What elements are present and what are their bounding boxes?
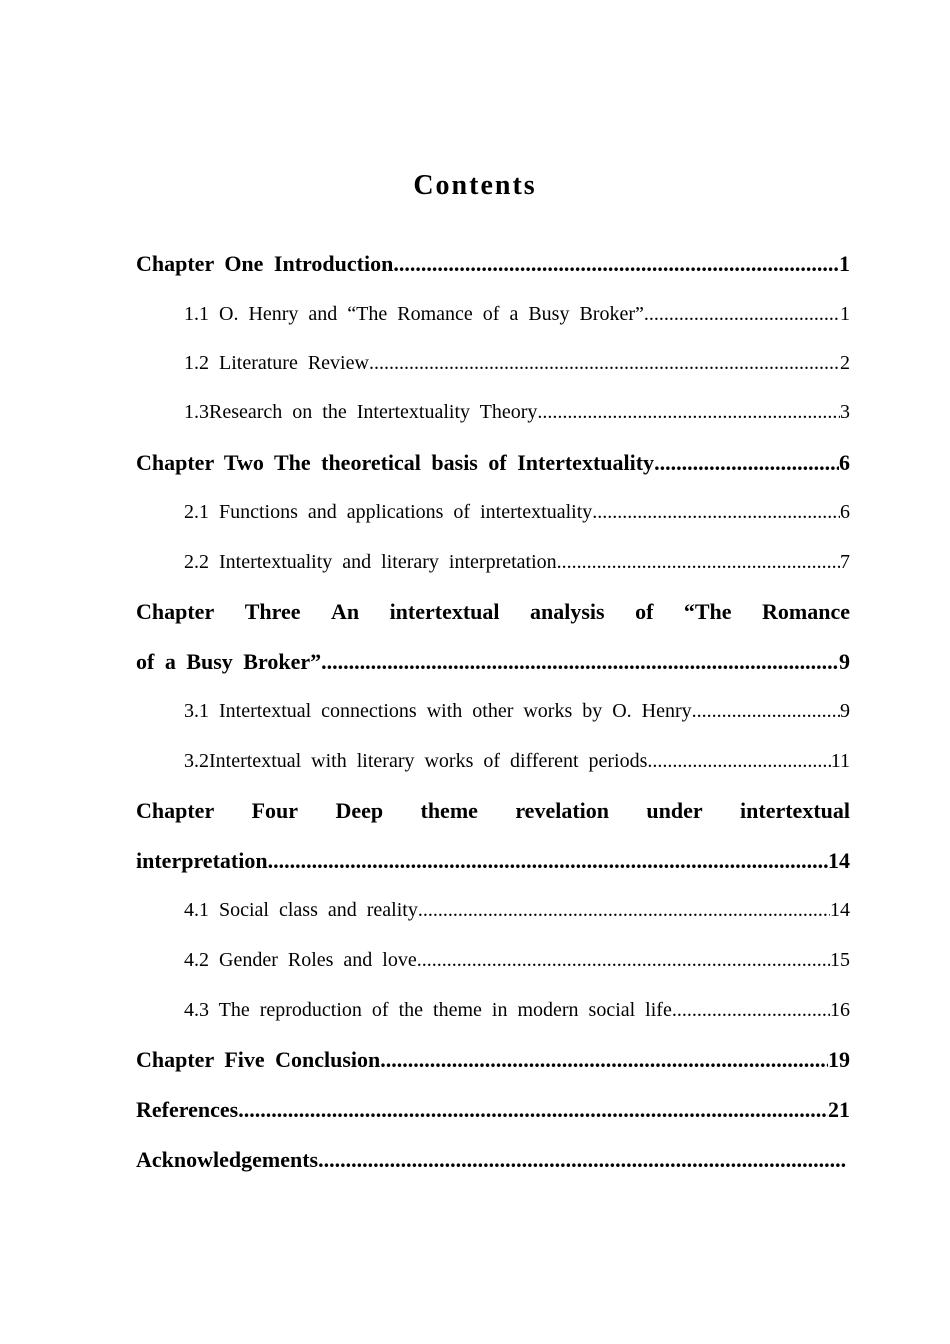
toc-page-number: 19	[828, 1047, 850, 1072]
toc-entry-text: 2.2 Intertextuality and literary interpretation	[184, 551, 557, 573]
toc-leader	[647, 746, 830, 776]
toc-entry-text: 1.3Research on the Intertextuality Theory	[184, 401, 538, 423]
toc-word: revelation	[515, 798, 609, 823]
toc-page-number: 16	[830, 999, 850, 1021]
toc-entry-4-2[interactable]	[184, 945, 850, 975]
toc-word: intertextual	[740, 798, 850, 823]
toc-entry-1-1[interactable]	[184, 299, 850, 329]
toc-entry-text: of a Busy Broker”	[136, 649, 322, 674]
toc-entry-chapter-five[interactable]	[136, 1045, 850, 1075]
toc-entry-references[interactable]	[136, 1095, 850, 1125]
toc-entry-text: 1.2 Literature Review	[184, 352, 369, 374]
toc-entry-2-1[interactable]	[184, 497, 850, 527]
toc-word: under	[646, 798, 703, 823]
toc-leader	[644, 299, 840, 329]
toc-entry-1-3[interactable]	[184, 397, 850, 427]
toc-page-number: 2	[840, 352, 850, 374]
toc-entry-4-1[interactable]	[184, 895, 850, 925]
toc-entry-3-1[interactable]	[184, 696, 850, 726]
toc-word: analysis	[530, 599, 605, 624]
toc-entry-chapter-four-line1[interactable]	[136, 796, 850, 826]
toc-entry-chapter-two[interactable]	[136, 448, 850, 478]
toc-word: Four	[251, 798, 299, 823]
toc-leader	[592, 497, 840, 527]
toc-entry-text: Chapter One Introduction	[136, 251, 394, 276]
toc-word: Chapter	[136, 599, 215, 624]
toc-word: An	[330, 599, 360, 624]
toc-entry-text: 2.1 Functions and applications of intertextuality	[184, 501, 593, 523]
toc-page-number: 1	[839, 251, 850, 276]
toc-leader	[369, 348, 840, 378]
toc-leader	[380, 1045, 828, 1075]
toc-entry-text: 4.3 The reproduction of the theme in modern social life	[184, 999, 672, 1021]
toc-page-number: 15	[830, 949, 850, 971]
toc-entry-chapter-three-line1[interactable]	[136, 597, 850, 627]
toc-entry-acknowledgements[interactable]	[136, 1145, 846, 1175]
toc-leader	[321, 647, 839, 677]
toc-entry-text: References	[136, 1097, 239, 1122]
toc-word: Chapter	[136, 798, 215, 823]
toc-entry-chapter-four-line2[interactable]	[136, 846, 850, 876]
toc-entry-text: Acknowledgements	[136, 1147, 319, 1172]
toc-page-number: 7	[840, 551, 850, 573]
toc-page-number: 21	[828, 1097, 850, 1122]
page-title: Contents	[413, 170, 537, 201]
toc-leader	[268, 846, 828, 876]
toc-page-number: 11	[830, 750, 850, 772]
toc-leader	[692, 696, 840, 726]
toc-entry-text: interpretation	[136, 848, 268, 873]
toc-word: of	[635, 599, 654, 624]
toc-entry-text: 3.1 Intertextual connections with other works by O. Henry	[184, 700, 692, 722]
toc-leader	[393, 249, 839, 279]
toc-page-number: 1	[840, 303, 850, 325]
toc-entry-chapter-three-line2[interactable]	[136, 647, 850, 677]
toc-page-number: 6	[840, 501, 850, 523]
toc-entry-chapter-one[interactable]	[136, 249, 850, 279]
toc-word: Deep	[335, 798, 384, 823]
toc-entry-text: 4.2 Gender Roles and love	[184, 949, 417, 971]
toc-word: intertextual	[389, 599, 500, 624]
toc-entry-text: 1.1 O. Henry and “The Romance of a Busy Broker”	[184, 303, 644, 325]
toc-entry-3-2[interactable]	[184, 746, 850, 776]
toc-leader	[418, 895, 830, 925]
toc-entry-text: Chapter Two The theoretical basis of Intertextuality	[136, 450, 655, 475]
toc-word: Romance	[762, 599, 850, 624]
toc-entry-4-3[interactable]	[184, 995, 850, 1025]
toc-page-number: 14	[828, 848, 850, 873]
toc-word: “The	[683, 599, 732, 624]
toc-leader	[557, 547, 840, 577]
toc-entry-text: 3.2Intertextual with literary works of different periods	[184, 750, 648, 772]
toc-leader	[672, 995, 830, 1025]
toc-leader	[417, 945, 830, 975]
toc-leader	[537, 397, 840, 427]
toc-page-number: 3	[840, 401, 850, 423]
toc-page-number: 9	[839, 649, 850, 674]
toc-leader	[238, 1095, 828, 1125]
toc-page-number: 6	[839, 450, 850, 475]
toc-entry-text: 4.1 Social class and reality	[184, 899, 418, 921]
toc-word: theme	[420, 798, 478, 823]
toc-page-number: 14	[830, 899, 850, 921]
toc-leader	[318, 1145, 846, 1175]
toc-entry-2-2[interactable]	[184, 547, 850, 577]
toc-word: Three	[244, 599, 301, 624]
toc-entry-1-2[interactable]	[184, 348, 850, 378]
toc-entry-text: Chapter Five Conclusion	[136, 1047, 381, 1072]
toc-leader	[654, 448, 839, 478]
toc-page-number: 9	[840, 700, 850, 722]
